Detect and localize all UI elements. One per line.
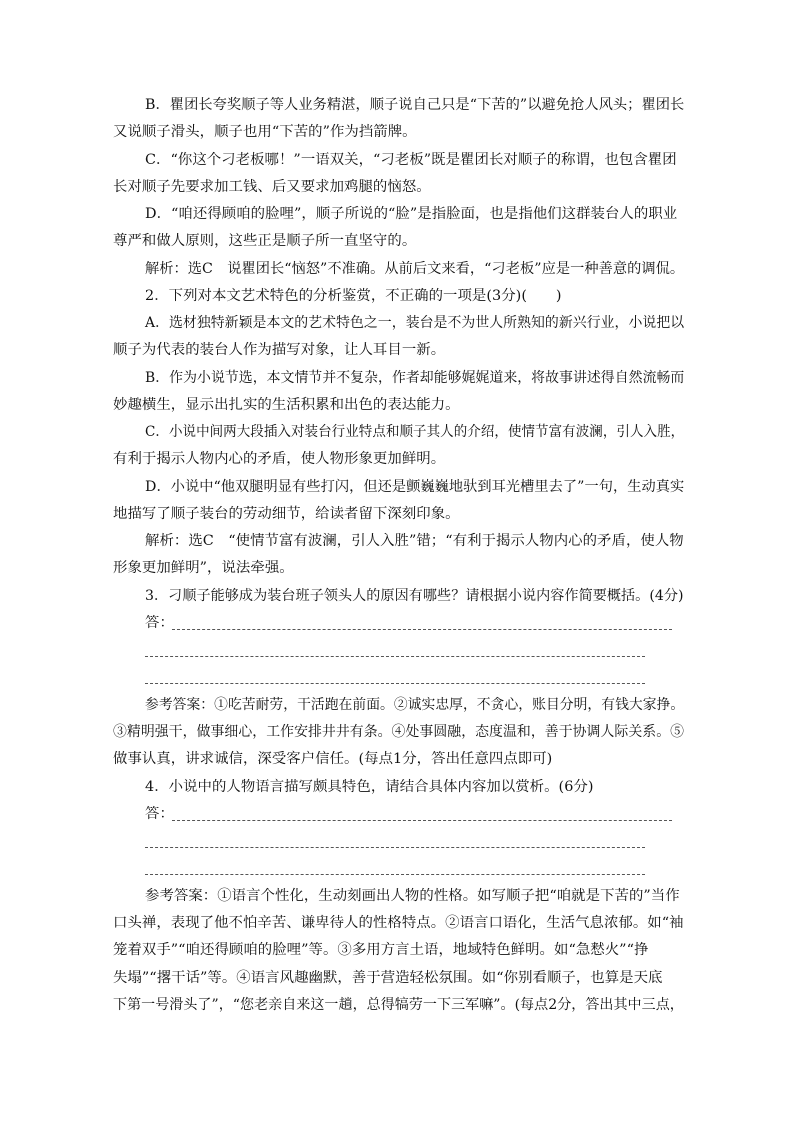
option-b-line-1: B．瞿团长夸奖顺子等人业务精湛，顺子说自己只是“下苦的”以避免抢人风头；瞿团长 — [145, 97, 685, 113]
option-b-line-2: 又说顺子滑头，顺子也用“下苦的”作为挡箭牌。 — [113, 124, 417, 140]
q2-option-c-line-1: C．小说中间两大段插入对装台行业特点和顺子其人的介绍，使情节富有波澜，引人入胜， — [145, 424, 685, 440]
answer-label-3: 答： — [145, 615, 174, 631]
reference-answer-4-line-3: 笼着双手”“咱还得顾咱的脸哩”等。③多用方言土语，地域特色鲜明。如“急慭火”“挣 — [113, 942, 649, 958]
analysis-1: 解析：选C 说瞿团长“恼怒”不准确。从前后文来看，“刁老板”应是一种善意的调侃。 — [145, 261, 685, 277]
answer-label-4: 答： — [145, 806, 174, 822]
q2-option-a-line-2: 顺子为代表的装台人作为描写对象，让人耳目一新。 — [113, 342, 446, 358]
reference-answer-3-line-2: ③精明强干，做事细心，工作安排井井有条。④处事圆融，态度温和，善于协调人际关系。⑤ — [113, 724, 685, 740]
reference-answer-4-line-5: 下第一号滑头了”，“您老亲自来这一趟，总得犒劳一下三军嘛”。(每点2分，答出其中三点， — [113, 997, 684, 1013]
option-d-line-1: D．“咱还得顾咱的脸哩”，顺子所说的“脸”是指脸面，也是指他们这群装台人的职业 — [145, 206, 678, 222]
q2-option-b-line-2: 妙趣横生，显示出扎实的生活积累和出色的表达能力。 — [113, 397, 460, 413]
answer-line-3b[interactable] — [145, 656, 645, 657]
answer-line-4c[interactable] — [145, 874, 645, 875]
option-c-line-1: C．“你这个刁老板哪！”一语双关，“刁老板”既是瞿团长对顺子的称谓，也包含瞿团 — [145, 152, 677, 168]
answer-line-4a[interactable] — [172, 820, 672, 821]
reference-answer-3-line-3: 做事认真，讲求诚信，深受客户信任。(每点1分，答出任意四点即可) — [113, 751, 553, 767]
reference-answer-4-line-1: 参考答案：①语言个性化，生动刻画出人物的性格。如写顺子把“咱就是下苦的”当作 — [145, 888, 680, 904]
reference-answer-4-line-2: 口头禅，表现了他不怕辛苦、谦卑待人的性格特点。②语言口语化，生活气息浓郁。如“袖 — [113, 915, 684, 931]
answer-line-3c[interactable] — [145, 683, 645, 684]
q2-option-d-line-1: D．小说中“他双腿明显有些打闪，但还是颤巍巍地驮到耳光槽里去了”一句，生动真实 — [145, 479, 685, 495]
question-3: 3．刁顺子能够成为装台班子领头人的原因有哪些？请根据小说内容作简要概括。(4分) — [145, 588, 684, 604]
analysis-2-line-2: 形象更加鲜明”，说法牵强。 — [113, 560, 294, 576]
q2-option-d-line-2: 地描写了顺子装台的劳动细节，给读者留下深刻印象。 — [113, 506, 460, 522]
option-d-line-2: 尊严和做人原则，这些正是顺子所一直坚守的。 — [113, 233, 417, 249]
q2-option-a-line-1: A．选材独特新颖是本文的艺术特色之一，装台是不为世人所熟知的新兴行业，小说把以 — [145, 315, 685, 331]
answer-line-4b[interactable] — [145, 847, 645, 848]
option-c-line-2: 长对顺子先要求加工钱、后又要求加鸡腿的恼怒。 — [113, 179, 431, 195]
question-2: 2．下列对本文艺术特色的分析鉴赏，不正确的一项是(3分)( ) — [145, 288, 562, 304]
reference-answer-4-line-4: 失塌”“撂干话”等。④语言风趣幽默，善于营造轻松氛围。如“你别看顺子，也算是天底 — [113, 970, 663, 986]
reference-answer-3-line-1: 参考答案：①吃苦耐劳，干活跑在前面。②诚实忠厚，不贪心，账目分明，有钱大家挣。 — [145, 697, 685, 713]
question-4: 4．小说中的人物语言描写颇具特色，请结合具体内容加以赏析。(6分) — [145, 779, 594, 795]
q2-option-b-line-1: B．作为小说节选，本文情节并不复杂，作者却能够娓娓道来，将故事讲述得自然流畅而 — [145, 370, 685, 386]
q2-option-c-line-2: 有利于揭示人物内心的矛盾，使人物形象更加鲜明。 — [113, 451, 446, 467]
analysis-2-line-1: 解析：选C “使情节富有波澜，引人入胜”错；“有利于揭示人物内心的矛盾，使人物 — [145, 533, 684, 549]
answer-line-3a[interactable] — [172, 629, 672, 630]
